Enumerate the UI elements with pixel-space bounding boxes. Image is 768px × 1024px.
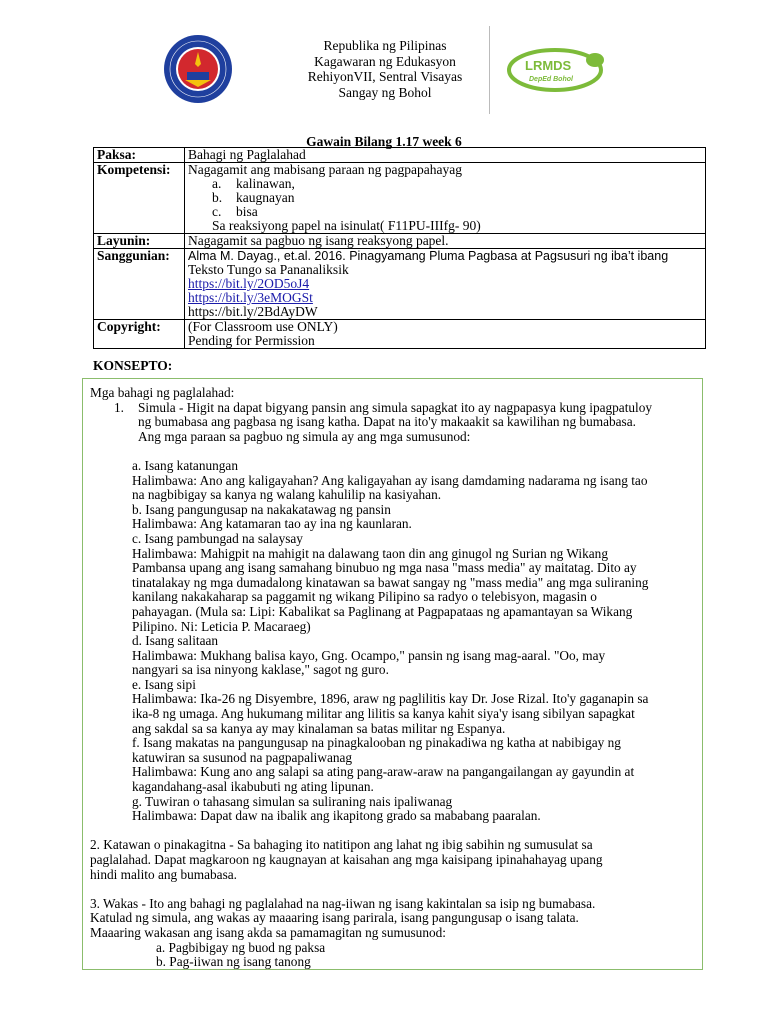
content-line: kanilang nakakaharap sa paggamit ng wikang Pilipino sa radyo o telebisyon, magasin o [132,589,597,605]
header-line-department: Kagawaran ng Edukasyon [314,53,456,69]
kompetensi-cell [185,163,706,234]
sanggunian-reference-cont: Teksto Tungo sa Pananaliksik [188,262,349,277]
item-3-line-3: Maaaring wakasan ang isang akda sa pamamagitan ng sumusunod: [90,924,446,940]
item-3-sub-b: b. Pag-iiwan ng isang tanong [156,954,311,970]
list-item: a. kalinawan, [212,176,295,191]
paksa-value: Bahagi ng Paglalahad [185,148,706,163]
header-address [290,38,480,100]
content-line: Halimbawa: Ano ang kaligayahan? Ang kaligayahan ay isang damdaming nadarama ng isang tao [132,472,648,488]
content-line: Halimbawa: Ang katamaran tao ay ina ng kaunlaran. [132,516,412,532]
content-line: tinatalakay ng mga dumadalong kinatawan sa bawat sangay ng "mass media" ang mga suliraning [132,574,649,590]
paksa-label: Paksa: [94,148,185,163]
header-line-republic: Republika ng Pilipinas [323,38,447,53]
layunin-label: Layunin: [94,234,185,249]
simula-methods [90,459,690,824]
header-divider [489,26,490,114]
item-2-line-2: paglalahad. Dapat magkaroon ng kaugnayan at kaisahan ang mga kaisipang ipinahahayag upang [90,852,603,867]
list-item: b. kaugnayan [212,190,295,205]
content-line: Halimbawa: Mahigpit na mahigit na dalawang taon din ang ginugol ng Surian ng Wikang [132,545,608,561]
content-line: b. Isang pangungusap na nakakatawag ng pansin [132,501,391,517]
content-line: Halimbawa: Ika-26 ng Disyembre, 1896, araw ng paglilitis kay Dr. Jose Rizal. Ito'y gaganapin sa [132,691,649,707]
item-3-line-1: 3. Wakas - Ito ang bahagi ng paglalahad na nag-iiwan ng isang kakintalan sa isip ng bumabasa. [90,895,596,911]
info-table [93,147,706,349]
intro-line: Mga bahagi ng paglalahad: [90,385,235,400]
kompetensi-value: Nagagamit ang mabisang paraan ng pagpapahayag [188,162,463,177]
konsepto-content [90,386,690,970]
content-line: Pambansa upang ang isang samahang binubuo ng mga nasa "mass media" ay maitatag. Dito ay [132,560,637,576]
header-line-division: Sangay ng Bohol [338,84,432,100]
deped-seal-logo [163,34,233,104]
content-line: Halimbawa: Dapat daw na ibalik ang ikapitong grado sa mababang paaralan. [132,808,541,824]
item-1: 1. Simula - Higit na dapat bigyang pansin ang simula sapagkat ito ay nagpapasya kung ipagpatuloy ng bumabasa ang pagbasa ng isang katha. Dapat na ito'y makaakit sa kawilihan ng bumabasa. Ang mga paraan sa pagbuo ng simula ay ang mga sumusunod: [114,399,653,444]
content-line: f. Isang makatas na pangungusap na pinagkalooban ng pinakadiwa ng katha at nabibigay ng [132,735,621,751]
header-line-region: RehiyonVII, Sentral Visayas [307,69,463,84]
content-line: d. Isang salitaan [132,633,219,649]
content-line: na nagbibigay sa kanya ng walang kahulilip na kasiyahan. [132,487,442,503]
content-line: kagandahang-asal ikabubuti ng ating lipunan. [132,779,374,795]
item-2-line-1: 2. Katawan o pinakagitna - Sa bahaging ito natitipon ang lahat ng ibig sabihin ng sumusulat sa [90,837,593,853]
kompetensi-list [188,177,702,233]
copyright-cell [185,320,706,349]
sanggunian-cell [185,249,706,320]
content-line: Halimbawa: Kung ano ang salapi sa ating pang-araw-araw na pangangailangan ay gayundin at [132,764,635,780]
content-line: pahayagan. (Mula sa: Lipi: Kabalikat sa Paglinang at Pagpapataas ng apamantayan sa Wikang [132,603,633,619]
konsepto-heading: KONSEPTO: [93,358,173,373]
content-line: ika-8 ng umaga. Ang hukumang militar ang lilitis sa kanya kahit siya'y isang sibilyan sapagkat [132,706,635,722]
content-line: ang sakdal sa sa kanya ay may kinalaman sa batas militar ng Espanya. [132,720,506,736]
reference-link-2[interactable]: https://bit.ly/3eMOGSt [188,290,313,305]
content-line: g. Tuwiran o tahasang simulan sa suliraning nais ipaliwanag [132,793,453,809]
row-sanggunian [94,249,706,320]
content-line: katuwiran sa susunod na pagpapaliwanag [132,749,353,765]
row-layunin [94,234,706,249]
svg-text:DepEd Bohol: DepEd Bohol [529,76,573,83]
content-line: nangyari sa isa ninyong kaklase," sagot ng guro. [132,662,389,678]
item-3-line-2: Katulad ng simula, ang wakas ay maaaring isang parirala, isang pangungusap o isang talata. [90,910,579,926]
sanggunian-reference: Alma M. Dayag., et.al. 2016. Pinagyamang Pluma Pagbasa at Pagsusuri ng iba’t ibang [188,249,669,263]
copyright-value-1: (For Classroom use ONLY) [188,319,338,334]
kompetensi-label: Kompetensi: [94,163,185,234]
item-3-sub-a: a. Pagbibigay ng buod ng paksa [156,939,326,955]
lrmds-logo [507,48,607,92]
copyright-label: Copyright: [94,320,185,349]
item-2-line-3: hindi malito ang bumabasa. [90,866,237,882]
list-item: c. bisa [212,204,258,219]
reference-link-1[interactable]: https://bit.ly/2OD5oJ4 [188,276,310,291]
svg-text:LRMDS: LRMDS [525,58,572,73]
content-line: Pilipino. Ni: Leticia P. Macaraeg) [132,618,311,634]
content-line: Halimbawa: Mukhang balisa kayo, Gng. Ocampo," pansin ng isang mag-aaral. "Oo, may [132,647,606,663]
reference-link-3: https://bit.ly/2BdAyDW [188,304,318,319]
row-copyright [94,320,706,349]
sanggunian-label: Sanggunian: [94,249,185,320]
layunin-value: Nagagamit sa pagbuo ng isang reaksyong papel. [185,234,706,249]
row-paksa [94,148,706,163]
activity-title: Gawain Bilang 1.17 week 6 [306,134,462,149]
kompetensi-note: Sa reaksiyong papel na isinulat( F11PU-IIIfg- 90) [212,218,481,233]
content-line: e. Isang sipi [132,676,196,692]
row-kompetensi [94,163,706,234]
content-line: c. Isang pambungad na salaysay [132,530,303,546]
content-line: a. Isang katanungan [132,457,238,473]
copyright-value-2: Pending for Permission [188,333,315,348]
